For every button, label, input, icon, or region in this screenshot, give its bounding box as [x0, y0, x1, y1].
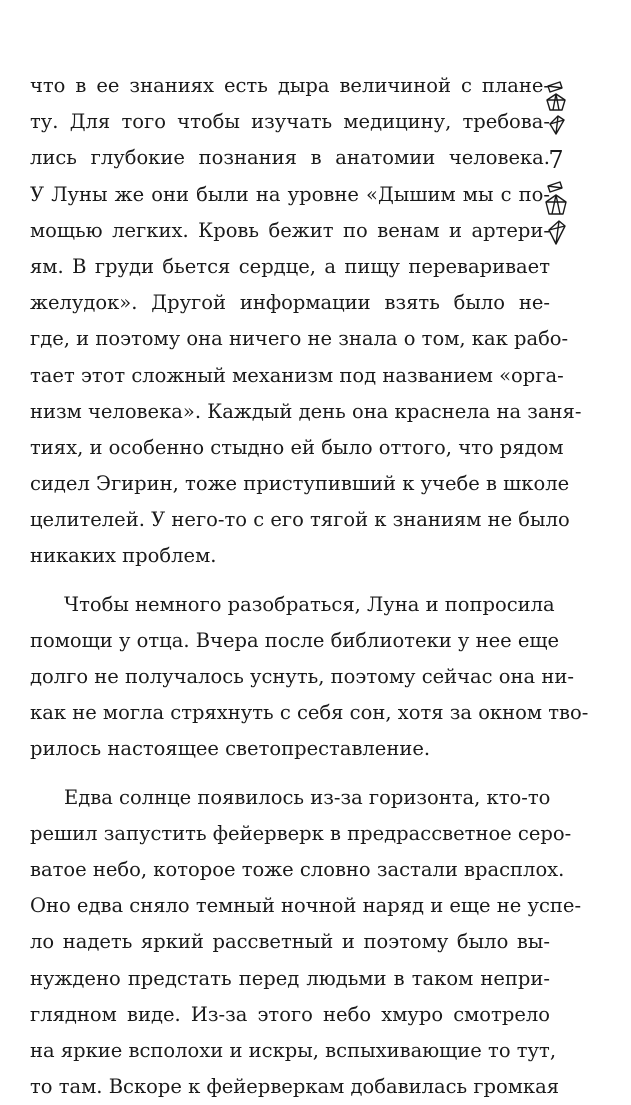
text-line: Едва солнце появилось из-за горизонта, кто-то	[64, 785, 551, 809]
text-line: тиях, и особенно стыдно ей было оттого, что рядом	[30, 435, 564, 459]
text-line: на яркие всполохи и искры, вспыхивающие то тут,	[30, 1038, 557, 1062]
text-line: желудок». Другой информации взять было не-	[30, 291, 550, 315]
paragraph	[30, 587, 589, 768]
paragraph	[30, 780, 582, 1105]
text-line: ватое небо, которое тоже словно застали врасплох.	[30, 857, 565, 881]
paragraph-gap	[30, 768, 550, 780]
text-line: что в ее знаниях есть дыра величиной с плане-	[30, 74, 550, 97]
text-line: как не могла стряхнуть с себя сон, хотя за окном тво-	[30, 701, 589, 725]
text-line: рилось настоящее светопреставление.	[30, 737, 431, 761]
text-line: ям. В груди бьется сердце, а пищу переваривает	[30, 254, 550, 278]
paragraph	[30, 68, 582, 575]
text-line: мощью легких. Кровь бежит по венам и артери-	[30, 218, 550, 242]
text-line: У Луны же они были на уровне «Дышим мы с по-	[30, 182, 550, 206]
crystal-icon	[547, 94, 565, 110]
text-line: решил запустить фейерверк в предрассветное серо-	[30, 821, 572, 845]
text-line: сидел Эгирин, тоже приступивший к учебе в школе	[30, 472, 570, 496]
text-line: где, и поэтому она ничего не знала о том, как рабо-	[30, 327, 569, 351]
text-line: Оно едва сняло темный ночной наряд и еще не успе-	[30, 894, 582, 918]
gem-icon	[550, 116, 564, 134]
text-line: то там. Вскоре к фейерверкам добавилась громкая	[30, 1075, 560, 1099]
text-line: лись глубокие познания в анатомии человека.	[30, 146, 550, 170]
leaf-icon	[548, 182, 562, 192]
text-line: помощи у отца. Вчера после библиотеки у нее еще	[30, 628, 560, 652]
text-line: тает этот сложный механизм под названием «орга-	[30, 363, 564, 387]
paragraph-gap	[30, 575, 550, 587]
page-number: 7	[548, 146, 564, 174]
text-line: Чтобы немного разобраться, Луна и попросила	[64, 592, 555, 616]
text-line: нуждено предстать перед людьми в таком непри-	[30, 966, 550, 990]
text-line: низм человека». Каждый день она краснела на заня-	[30, 399, 582, 423]
body-text	[30, 68, 589, 1105]
text-line: глядном виде. Из-за этого небо хмуро смотрело	[30, 1002, 550, 1026]
text-line: ту. Для того чтобы изучать медицину, требова-	[30, 110, 550, 134]
text-line: никаких проблем.	[30, 544, 217, 568]
text-line: ло надеть яркий рассветный и поэтому было вы-	[30, 930, 550, 954]
gem-icon	[549, 221, 565, 244]
leaf-icon	[548, 82, 562, 92]
text-line: долго не получалось уснуть, поэтому сейчас она ни-	[30, 665, 574, 688]
text-line: целителей. У него-то с его тягой к знаниям не было	[30, 508, 570, 532]
crystal-icon	[546, 195, 566, 214]
